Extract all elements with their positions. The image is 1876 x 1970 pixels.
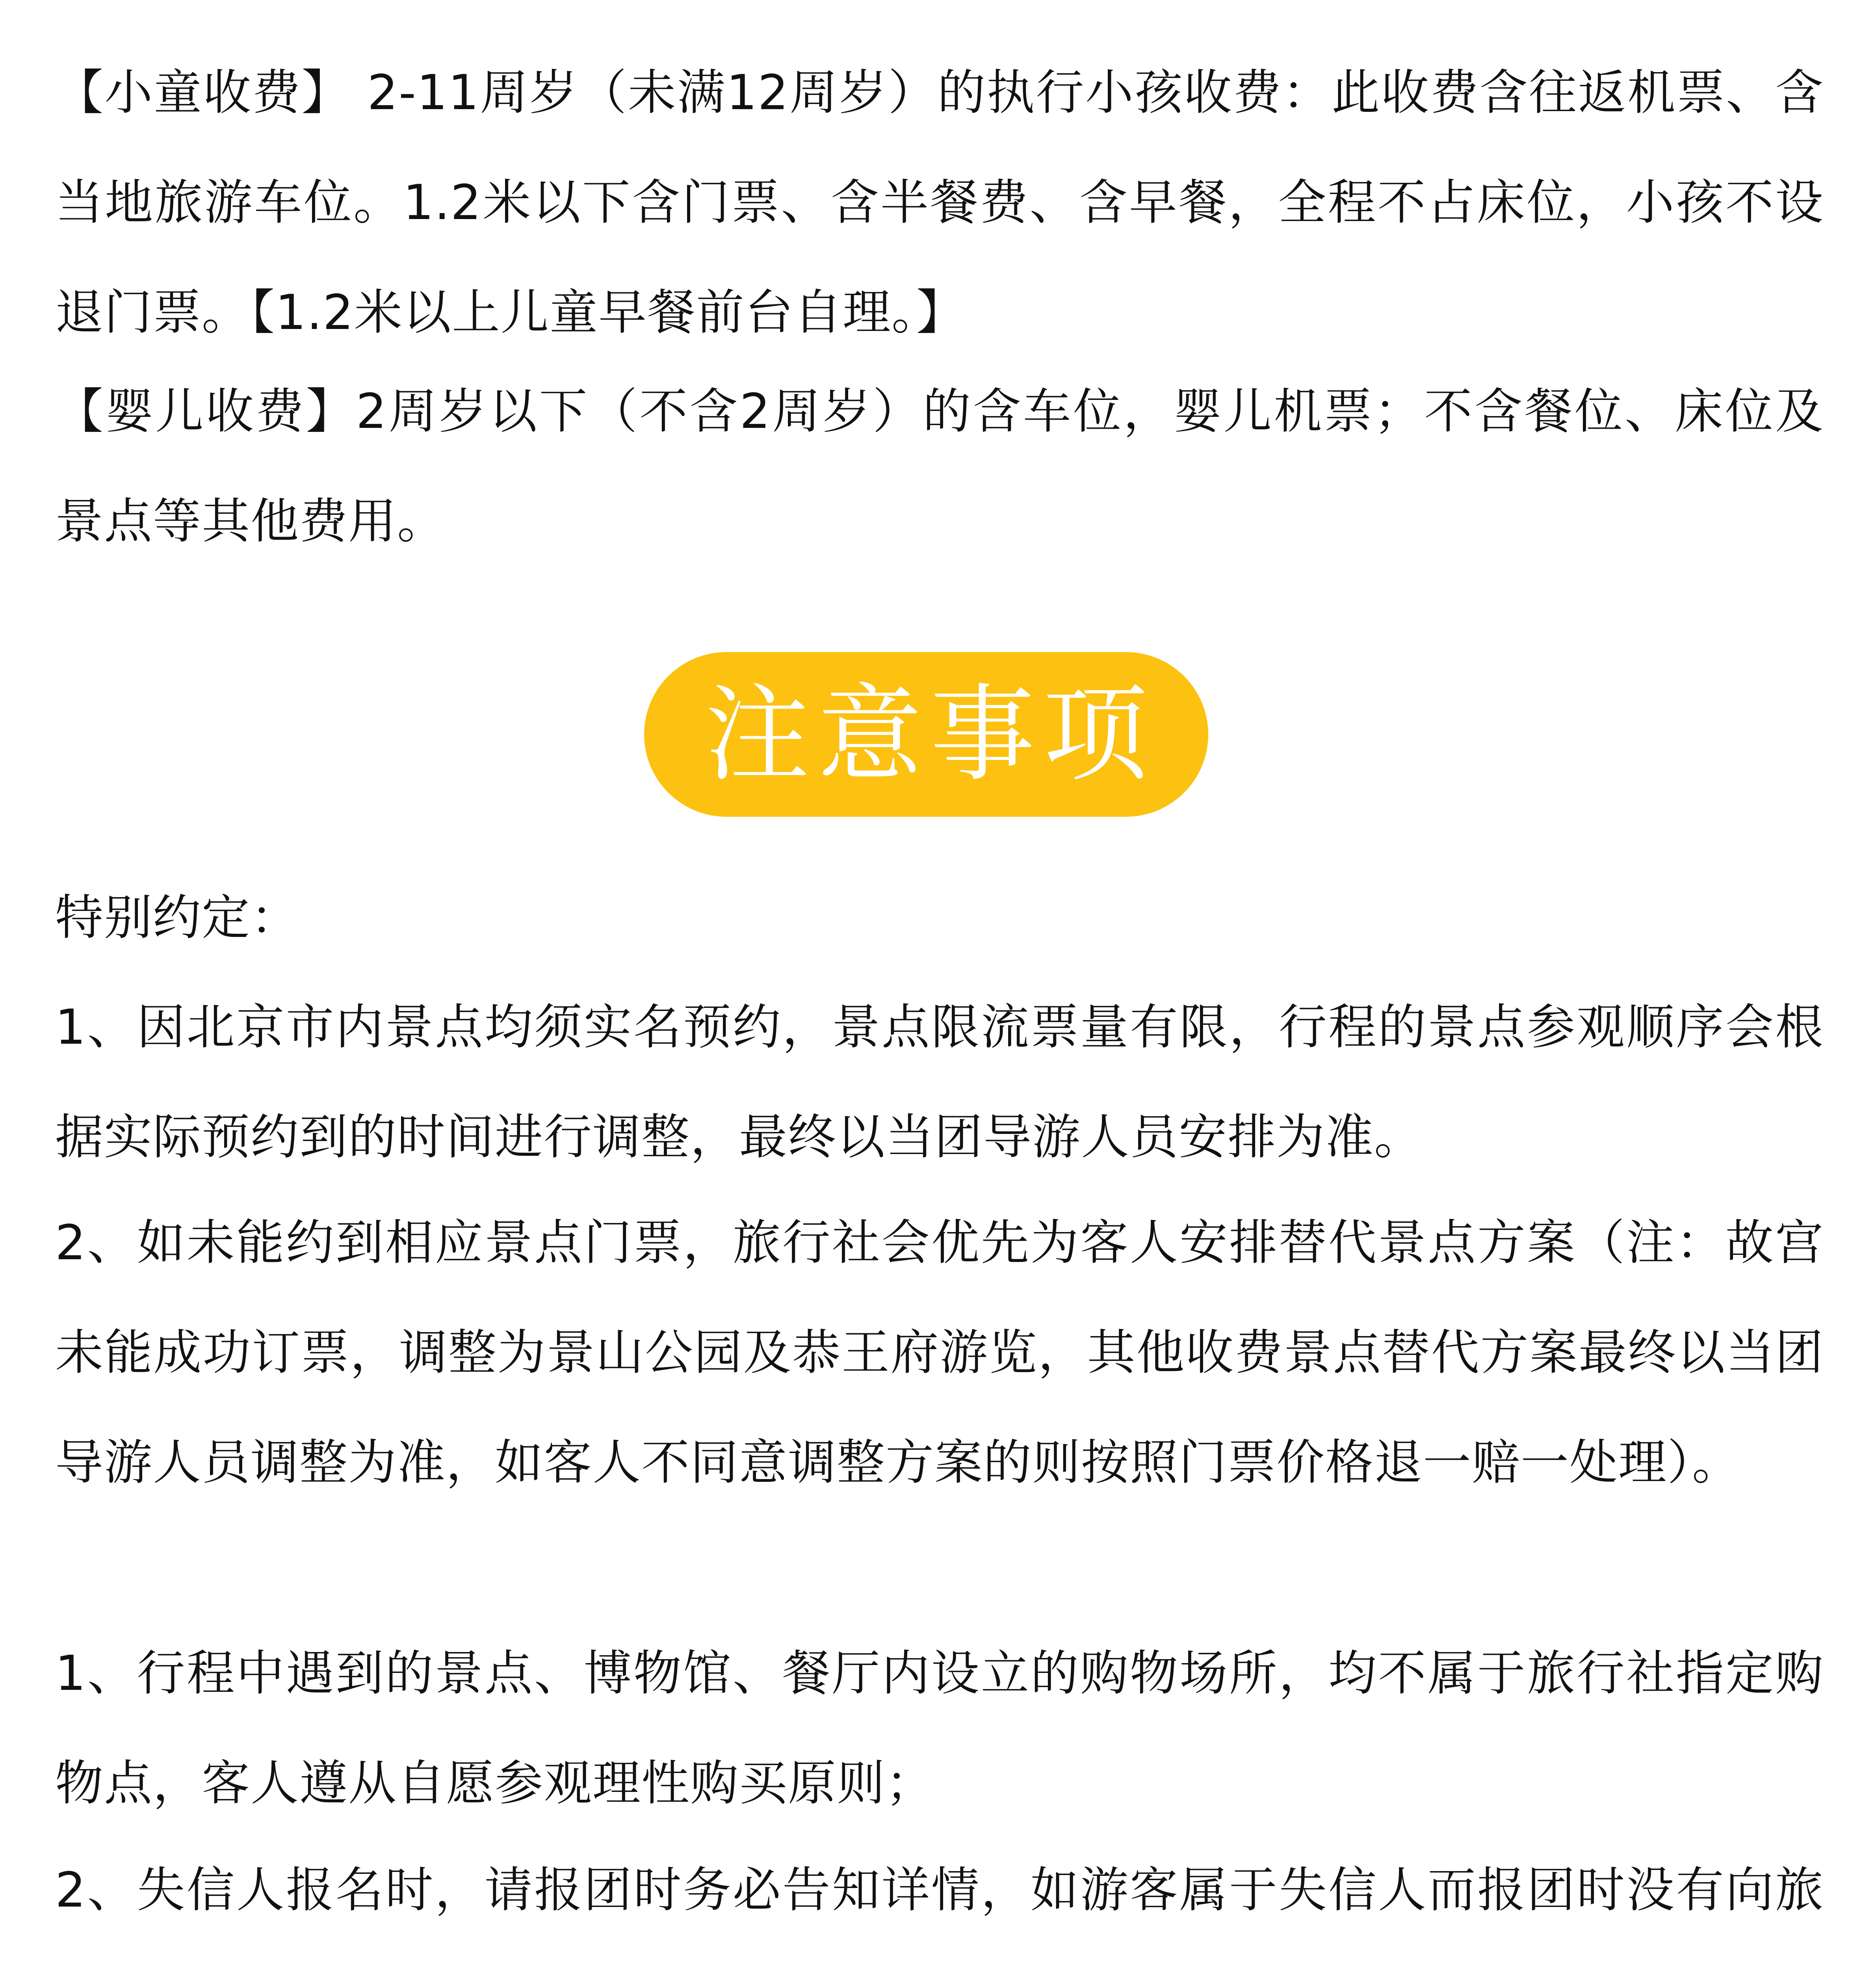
child-fee-paragraph: 【小童收费】 2-11周岁（未满12周岁）的执行小孩收费：此收费含往返机票、含当地旅游车位。1.2米以下含门票、含半餐费、含早餐，全程不占床位，小孩不设退门票。【1.2米以上儿童早餐前台自理。】 (55, 65, 1824, 340)
special-agreement-heading: 特别约定： (55, 890, 299, 946)
special-agreement-item-2: 2、如未能约到相应景点门票，旅行社会优先为客人安排替代景点方案（注：故宫未能成功订票，调整为景山公园及恭王府游览，其他收费景点替代方案最终以当团导游人员调整为准，如客人不同意调整方案的则按照门票价格退一赔一处理）。 (55, 1215, 1824, 1491)
notes-item-2: 2、失信人报名时，请报团时务必告知详情，如游客属于失信人而报团时没有向旅 (55, 1862, 1824, 1918)
notes-banner-title: 注意事项 (705, 673, 1155, 795)
notes-banner (644, 652, 1208, 817)
notes-item-1: 1、行程中遇到的景点、博物馆、餐厅内设立的购物场所，均不属于旅行社指定购物点，客人遵从自愿参观理性购买原则； (55, 1645, 1824, 1811)
infant-fee-paragraph: 【婴儿收费】2周岁以下（不含2周岁）的含车位，婴儿机票；不含餐位、床位及景点等其他费用。 (55, 383, 1824, 549)
special-agreement-item-1: 1、因北京市内景点均须实名预约，景点限流票量有限，行程的景点参观顺序会根据实际预约到的时间进行调整，最终以当团导游人员安排为准。 (55, 999, 1824, 1165)
